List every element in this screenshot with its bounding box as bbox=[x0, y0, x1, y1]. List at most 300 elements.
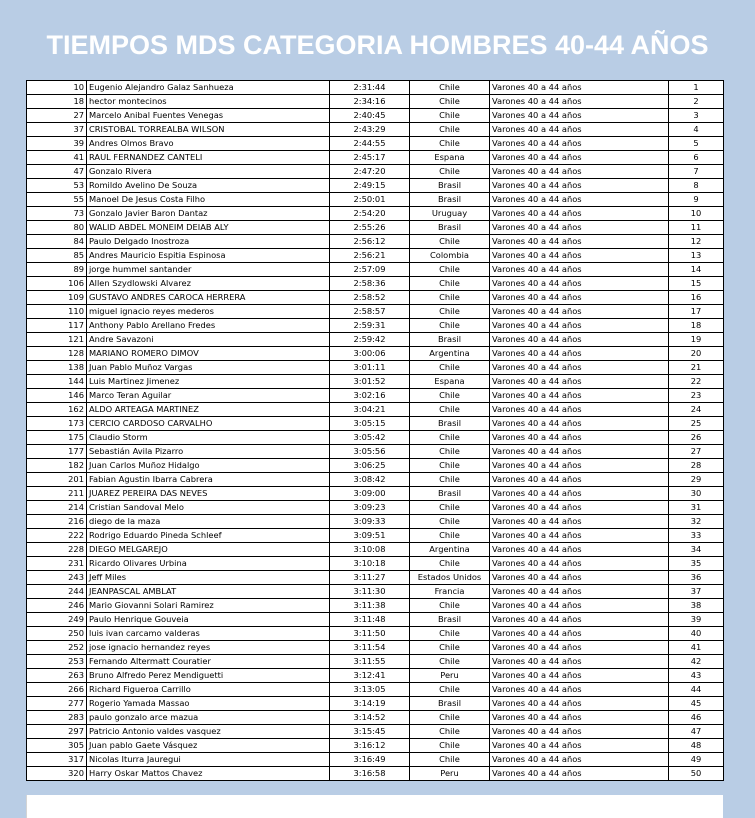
finish-time-cell[interactable]: 3:16:49 bbox=[330, 753, 410, 767]
bib-number-cell[interactable]: 47 bbox=[27, 165, 87, 179]
country-cell[interactable]: Chile bbox=[410, 501, 490, 515]
position-cell[interactable]: 36 bbox=[669, 571, 724, 585]
category-cell[interactable]: Varones 40 a 44 años bbox=[490, 445, 669, 459]
runner-name-cell[interactable]: Sebastián Avila Pizarro bbox=[87, 445, 330, 459]
category-cell[interactable]: Varones 40 a 44 años bbox=[490, 109, 669, 123]
runner-name-cell[interactable]: Juan Carlos Muñoz Hidalgo bbox=[87, 459, 330, 473]
finish-time-cell[interactable]: 3:11:38 bbox=[330, 599, 410, 613]
runner-name-cell[interactable]: GUSTAVO ANDRES CAROCA HERRERA bbox=[87, 291, 330, 305]
finish-time-cell[interactable]: 2:45:17 bbox=[330, 151, 410, 165]
bib-number-cell[interactable]: 222 bbox=[27, 529, 87, 543]
finish-time-cell[interactable]: 3:11:48 bbox=[330, 613, 410, 627]
category-cell[interactable]: Varones 40 a 44 años bbox=[490, 319, 669, 333]
finish-time-cell[interactable]: 3:05:56 bbox=[330, 445, 410, 459]
bib-number-cell[interactable]: 320 bbox=[27, 767, 87, 781]
position-cell[interactable]: 31 bbox=[669, 501, 724, 515]
bib-number-cell[interactable]: 53 bbox=[27, 179, 87, 193]
bib-number-cell[interactable]: 252 bbox=[27, 641, 87, 655]
finish-time-cell[interactable]: 3:11:50 bbox=[330, 627, 410, 641]
position-cell[interactable]: 35 bbox=[669, 557, 724, 571]
position-cell[interactable]: 47 bbox=[669, 725, 724, 739]
position-cell[interactable]: 7 bbox=[669, 165, 724, 179]
position-cell[interactable]: 23 bbox=[669, 389, 724, 403]
bib-number-cell[interactable]: 266 bbox=[27, 683, 87, 697]
runner-name-cell[interactable]: Cristian Sandoval Melo bbox=[87, 501, 330, 515]
country-cell[interactable]: Chile bbox=[410, 753, 490, 767]
runner-name-cell[interactable]: Paulo Delgado Inostroza bbox=[87, 235, 330, 249]
finish-time-cell[interactable]: 3:02:16 bbox=[330, 389, 410, 403]
category-cell[interactable]: Varones 40 a 44 años bbox=[490, 473, 669, 487]
country-cell[interactable]: Chile bbox=[410, 123, 490, 137]
position-cell[interactable]: 39 bbox=[669, 613, 724, 627]
country-cell[interactable]: Chile bbox=[410, 599, 490, 613]
runner-name-cell[interactable]: luis ivan carcamo valderas bbox=[87, 627, 330, 641]
runner-name-cell[interactable]: MARIANO ROMERO DIMOV bbox=[87, 347, 330, 361]
finish-time-cell[interactable]: 3:11:55 bbox=[330, 655, 410, 669]
country-cell[interactable]: Chile bbox=[410, 109, 490, 123]
finish-time-cell[interactable]: 2:49:15 bbox=[330, 179, 410, 193]
bib-number-cell[interactable]: 27 bbox=[27, 109, 87, 123]
bib-number-cell[interactable]: 216 bbox=[27, 515, 87, 529]
bib-number-cell[interactable]: 85 bbox=[27, 249, 87, 263]
position-cell[interactable]: 2 bbox=[669, 95, 724, 109]
country-cell[interactable]: Brasil bbox=[410, 613, 490, 627]
country-cell[interactable]: Chile bbox=[410, 431, 490, 445]
country-cell[interactable]: Chile bbox=[410, 291, 490, 305]
bib-number-cell[interactable]: 117 bbox=[27, 319, 87, 333]
finish-time-cell[interactable]: 3:00:06 bbox=[330, 347, 410, 361]
runner-name-cell[interactable]: Jeff Miles bbox=[87, 571, 330, 585]
country-cell[interactable]: Francia bbox=[410, 585, 490, 599]
runner-name-cell[interactable]: Ricardo Olivares Urbina bbox=[87, 557, 330, 571]
bib-number-cell[interactable]: 182 bbox=[27, 459, 87, 473]
bib-number-cell[interactable]: 144 bbox=[27, 375, 87, 389]
bib-number-cell[interactable]: 173 bbox=[27, 417, 87, 431]
position-cell[interactable]: 40 bbox=[669, 627, 724, 641]
category-cell[interactable]: Varones 40 a 44 años bbox=[490, 249, 669, 263]
finish-time-cell[interactable]: 3:14:52 bbox=[330, 711, 410, 725]
category-cell[interactable]: Varones 40 a 44 años bbox=[490, 487, 669, 501]
bib-number-cell[interactable]: 277 bbox=[27, 697, 87, 711]
runner-name-cell[interactable]: Marcelo Anibal Fuentes Venegas bbox=[87, 109, 330, 123]
finish-time-cell[interactable]: 2:43:29 bbox=[330, 123, 410, 137]
category-cell[interactable]: Varones 40 a 44 años bbox=[490, 277, 669, 291]
bib-number-cell[interactable]: 109 bbox=[27, 291, 87, 305]
bib-number-cell[interactable]: 55 bbox=[27, 193, 87, 207]
finish-time-cell[interactable]: 3:05:42 bbox=[330, 431, 410, 445]
bib-number-cell[interactable]: 249 bbox=[27, 613, 87, 627]
position-cell[interactable]: 4 bbox=[669, 123, 724, 137]
country-cell[interactable]: Chile bbox=[410, 627, 490, 641]
finish-time-cell[interactable]: 3:12:41 bbox=[330, 669, 410, 683]
position-cell[interactable]: 26 bbox=[669, 431, 724, 445]
position-cell[interactable]: 6 bbox=[669, 151, 724, 165]
position-cell[interactable]: 44 bbox=[669, 683, 724, 697]
country-cell[interactable]: Argentina bbox=[410, 543, 490, 557]
finish-time-cell[interactable]: 2:56:21 bbox=[330, 249, 410, 263]
bib-number-cell[interactable]: 138 bbox=[27, 361, 87, 375]
position-cell[interactable]: 42 bbox=[669, 655, 724, 669]
country-cell[interactable]: Chile bbox=[410, 711, 490, 725]
finish-time-cell[interactable]: 3:09:23 bbox=[330, 501, 410, 515]
finish-time-cell[interactable]: 2:58:52 bbox=[330, 291, 410, 305]
country-cell[interactable]: Brasil bbox=[410, 193, 490, 207]
finish-time-cell[interactable]: 3:06:25 bbox=[330, 459, 410, 473]
category-cell[interactable]: Varones 40 a 44 años bbox=[490, 361, 669, 375]
finish-time-cell[interactable]: 2:58:36 bbox=[330, 277, 410, 291]
bib-number-cell[interactable]: 201 bbox=[27, 473, 87, 487]
category-cell[interactable]: Varones 40 a 44 años bbox=[490, 655, 669, 669]
category-cell[interactable]: Varones 40 a 44 años bbox=[490, 389, 669, 403]
runner-name-cell[interactable]: diego de la maza bbox=[87, 515, 330, 529]
country-cell[interactable]: Peru bbox=[410, 767, 490, 781]
category-cell[interactable]: Varones 40 a 44 años bbox=[490, 557, 669, 571]
runner-name-cell[interactable]: Andres Olmos Bravo bbox=[87, 137, 330, 151]
bib-number-cell[interactable]: 231 bbox=[27, 557, 87, 571]
category-cell[interactable]: Varones 40 a 44 años bbox=[490, 543, 669, 557]
finish-time-cell[interactable]: 2:50:01 bbox=[330, 193, 410, 207]
bib-number-cell[interactable]: 228 bbox=[27, 543, 87, 557]
position-cell[interactable]: 24 bbox=[669, 403, 724, 417]
category-cell[interactable]: Varones 40 a 44 años bbox=[490, 459, 669, 473]
country-cell[interactable]: Chile bbox=[410, 655, 490, 669]
runner-name-cell[interactable]: Marco Teran Aguilar bbox=[87, 389, 330, 403]
finish-time-cell[interactable]: 3:10:18 bbox=[330, 557, 410, 571]
position-cell[interactable]: 3 bbox=[669, 109, 724, 123]
runner-name-cell[interactable]: Rodrigo Eduardo Pineda Schleef bbox=[87, 529, 330, 543]
finish-time-cell[interactable]: 3:08:42 bbox=[330, 473, 410, 487]
finish-time-cell[interactable]: 3:16:58 bbox=[330, 767, 410, 781]
position-cell[interactable]: 30 bbox=[669, 487, 724, 501]
category-cell[interactable]: Varones 40 a 44 años bbox=[490, 81, 669, 95]
runner-name-cell[interactable]: WALID ABDEL MONEIM DEIAB ALY bbox=[87, 221, 330, 235]
bib-number-cell[interactable]: 317 bbox=[27, 753, 87, 767]
runner-name-cell[interactable]: Paulo Henrique Gouveia bbox=[87, 613, 330, 627]
country-cell[interactable]: Chile bbox=[410, 235, 490, 249]
country-cell[interactable]: Chile bbox=[410, 165, 490, 179]
category-cell[interactable]: Varones 40 a 44 años bbox=[490, 697, 669, 711]
position-cell[interactable]: 22 bbox=[669, 375, 724, 389]
finish-time-cell[interactable]: 3:16:12 bbox=[330, 739, 410, 753]
runner-name-cell[interactable]: RAUL FERNANDEZ CANTELI bbox=[87, 151, 330, 165]
runner-name-cell[interactable]: Anthony Pablo Arellano Fredes bbox=[87, 319, 330, 333]
finish-time-cell[interactable]: 3:11:54 bbox=[330, 641, 410, 655]
bib-number-cell[interactable]: 128 bbox=[27, 347, 87, 361]
bib-number-cell[interactable]: 175 bbox=[27, 431, 87, 445]
category-cell[interactable]: Varones 40 a 44 años bbox=[490, 179, 669, 193]
finish-time-cell[interactable]: 3:09:51 bbox=[330, 529, 410, 543]
position-cell[interactable]: 1 bbox=[669, 81, 724, 95]
position-cell[interactable]: 49 bbox=[669, 753, 724, 767]
category-cell[interactable]: Varones 40 a 44 años bbox=[490, 739, 669, 753]
category-cell[interactable]: Varones 40 a 44 años bbox=[490, 193, 669, 207]
category-cell[interactable]: Varones 40 a 44 años bbox=[490, 347, 669, 361]
category-cell[interactable]: Varones 40 a 44 años bbox=[490, 571, 669, 585]
bib-number-cell[interactable]: 73 bbox=[27, 207, 87, 221]
position-cell[interactable]: 14 bbox=[669, 263, 724, 277]
country-cell[interactable]: Chile bbox=[410, 137, 490, 151]
category-cell[interactable]: Varones 40 a 44 años bbox=[490, 767, 669, 781]
country-cell[interactable]: Chile bbox=[410, 683, 490, 697]
finish-time-cell[interactable]: 3:11:30 bbox=[330, 585, 410, 599]
runner-name-cell[interactable]: Harry Oskar Mattos Chavez bbox=[87, 767, 330, 781]
bib-number-cell[interactable]: 146 bbox=[27, 389, 87, 403]
category-cell[interactable]: Varones 40 a 44 años bbox=[490, 585, 669, 599]
position-cell[interactable]: 25 bbox=[669, 417, 724, 431]
category-cell[interactable]: Varones 40 a 44 años bbox=[490, 599, 669, 613]
position-cell[interactable]: 10 bbox=[669, 207, 724, 221]
country-cell[interactable]: Brasil bbox=[410, 221, 490, 235]
position-cell[interactable]: 28 bbox=[669, 459, 724, 473]
runner-name-cell[interactable]: Juan Pablo Muñoz Vargas bbox=[87, 361, 330, 375]
position-cell[interactable]: 41 bbox=[669, 641, 724, 655]
position-cell[interactable]: 48 bbox=[669, 739, 724, 753]
runner-name-cell[interactable]: Claudio Storm bbox=[87, 431, 330, 445]
position-cell[interactable]: 45 bbox=[669, 697, 724, 711]
runner-name-cell[interactable]: Rogerio Yamada Massao bbox=[87, 697, 330, 711]
country-cell[interactable]: Chile bbox=[410, 277, 490, 291]
category-cell[interactable]: Varones 40 a 44 años bbox=[490, 305, 669, 319]
position-cell[interactable]: 43 bbox=[669, 669, 724, 683]
position-cell[interactable]: 15 bbox=[669, 277, 724, 291]
bib-number-cell[interactable]: 41 bbox=[27, 151, 87, 165]
position-cell[interactable]: 13 bbox=[669, 249, 724, 263]
category-cell[interactable]: Varones 40 a 44 años bbox=[490, 137, 669, 151]
bib-number-cell[interactable]: 37 bbox=[27, 123, 87, 137]
finish-time-cell[interactable]: 2:59:42 bbox=[330, 333, 410, 347]
runner-name-cell[interactable]: Patricio Antonio valdes vasquez bbox=[87, 725, 330, 739]
country-cell[interactable]: Chile bbox=[410, 95, 490, 109]
finish-time-cell[interactable]: 3:05:15 bbox=[330, 417, 410, 431]
country-cell[interactable]: Chile bbox=[410, 725, 490, 739]
category-cell[interactable]: Varones 40 a 44 años bbox=[490, 375, 669, 389]
position-cell[interactable]: 34 bbox=[669, 543, 724, 557]
finish-time-cell[interactable]: 3:11:27 bbox=[330, 571, 410, 585]
country-cell[interactable]: Chile bbox=[410, 403, 490, 417]
category-cell[interactable]: Varones 40 a 44 años bbox=[490, 207, 669, 221]
finish-time-cell[interactable]: 2:44:55 bbox=[330, 137, 410, 151]
category-cell[interactable]: Varones 40 a 44 años bbox=[490, 669, 669, 683]
country-cell[interactable]: Chile bbox=[410, 389, 490, 403]
country-cell[interactable]: Chile bbox=[410, 515, 490, 529]
country-cell[interactable]: Chile bbox=[410, 81, 490, 95]
bib-number-cell[interactable]: 283 bbox=[27, 711, 87, 725]
position-cell[interactable]: 9 bbox=[669, 193, 724, 207]
position-cell[interactable]: 17 bbox=[669, 305, 724, 319]
bib-number-cell[interactable]: 121 bbox=[27, 333, 87, 347]
bib-number-cell[interactable]: 110 bbox=[27, 305, 87, 319]
runner-name-cell[interactable]: paulo gonzalo arce mazua bbox=[87, 711, 330, 725]
bib-number-cell[interactable]: 177 bbox=[27, 445, 87, 459]
bib-number-cell[interactable]: 80 bbox=[27, 221, 87, 235]
finish-time-cell[interactable]: 2:55:26 bbox=[330, 221, 410, 235]
country-cell[interactable]: Brasil bbox=[410, 179, 490, 193]
bib-number-cell[interactable]: 162 bbox=[27, 403, 87, 417]
finish-time-cell[interactable]: 3:10:08 bbox=[330, 543, 410, 557]
country-cell[interactable]: Chile bbox=[410, 459, 490, 473]
position-cell[interactable]: 38 bbox=[669, 599, 724, 613]
runner-name-cell[interactable]: Andre Savazoni bbox=[87, 333, 330, 347]
category-cell[interactable]: Varones 40 a 44 años bbox=[490, 417, 669, 431]
country-cell[interactable]: Brasil bbox=[410, 417, 490, 431]
country-cell[interactable]: Chile bbox=[410, 557, 490, 571]
category-cell[interactable]: Varones 40 a 44 años bbox=[490, 683, 669, 697]
finish-time-cell[interactable]: 3:09:00 bbox=[330, 487, 410, 501]
runner-name-cell[interactable]: JEANPASCAL AMBLAT bbox=[87, 585, 330, 599]
category-cell[interactable]: Varones 40 a 44 años bbox=[490, 221, 669, 235]
position-cell[interactable]: 16 bbox=[669, 291, 724, 305]
finish-time-cell[interactable]: 2:54:20 bbox=[330, 207, 410, 221]
bib-number-cell[interactable]: 89 bbox=[27, 263, 87, 277]
finish-time-cell[interactable]: 3:15:45 bbox=[330, 725, 410, 739]
finish-time-cell[interactable]: 2:56:12 bbox=[330, 235, 410, 249]
runner-name-cell[interactable]: Richard Figueroa Carrillo bbox=[87, 683, 330, 697]
position-cell[interactable]: 11 bbox=[669, 221, 724, 235]
position-cell[interactable]: 20 bbox=[669, 347, 724, 361]
runner-name-cell[interactable]: Manoel De Jesus Costa Filho bbox=[87, 193, 330, 207]
runner-name-cell[interactable]: CERCIO CARDOSO CARVALHO bbox=[87, 417, 330, 431]
finish-time-cell[interactable]: 2:57:09 bbox=[330, 263, 410, 277]
position-cell[interactable]: 32 bbox=[669, 515, 724, 529]
country-cell[interactable]: Colombia bbox=[410, 249, 490, 263]
position-cell[interactable]: 37 bbox=[669, 585, 724, 599]
category-cell[interactable]: Varones 40 a 44 años bbox=[490, 613, 669, 627]
category-cell[interactable]: Varones 40 a 44 años bbox=[490, 291, 669, 305]
category-cell[interactable]: Varones 40 a 44 años bbox=[490, 151, 669, 165]
runner-name-cell[interactable]: Juan pablo Gaete Vásquez bbox=[87, 739, 330, 753]
bib-number-cell[interactable]: 243 bbox=[27, 571, 87, 585]
runner-name-cell[interactable]: Mario Giovanni Solari Ramirez bbox=[87, 599, 330, 613]
runner-name-cell[interactable]: Romildo Avelino De Souza bbox=[87, 179, 330, 193]
category-cell[interactable]: Varones 40 a 44 años bbox=[490, 333, 669, 347]
bib-number-cell[interactable]: 253 bbox=[27, 655, 87, 669]
country-cell[interactable]: Chile bbox=[410, 529, 490, 543]
bib-number-cell[interactable]: 244 bbox=[27, 585, 87, 599]
runner-name-cell[interactable]: jorge hummel santander bbox=[87, 263, 330, 277]
bib-number-cell[interactable]: 263 bbox=[27, 669, 87, 683]
position-cell[interactable]: 50 bbox=[669, 767, 724, 781]
finish-time-cell[interactable]: 3:01:52 bbox=[330, 375, 410, 389]
runner-name-cell[interactable]: Luis Martinez Jimenez bbox=[87, 375, 330, 389]
country-cell[interactable]: Brasil bbox=[410, 333, 490, 347]
position-cell[interactable]: 33 bbox=[669, 529, 724, 543]
finish-time-cell[interactable]: 2:31:44 bbox=[330, 81, 410, 95]
country-cell[interactable]: Argentina bbox=[410, 347, 490, 361]
category-cell[interactable]: Varones 40 a 44 años bbox=[490, 627, 669, 641]
country-cell[interactable]: Chile bbox=[410, 263, 490, 277]
runner-name-cell[interactable]: miguel ignacio reyes mederos bbox=[87, 305, 330, 319]
bib-number-cell[interactable]: 84 bbox=[27, 235, 87, 249]
category-cell[interactable]: Varones 40 a 44 años bbox=[490, 165, 669, 179]
position-cell[interactable]: 21 bbox=[669, 361, 724, 375]
category-cell[interactable]: Varones 40 a 44 años bbox=[490, 529, 669, 543]
category-cell[interactable]: Varones 40 a 44 años bbox=[490, 431, 669, 445]
finish-time-cell[interactable]: 2:40:45 bbox=[330, 109, 410, 123]
runner-name-cell[interactable]: Gonzalo Javier Baron Dantaz bbox=[87, 207, 330, 221]
runner-name-cell[interactable]: ALDO ARTEAGA MARTINEZ bbox=[87, 403, 330, 417]
runner-name-cell[interactable]: jose ignacio hernandez reyes bbox=[87, 641, 330, 655]
runner-name-cell[interactable]: Allen Szydlowski Alvarez bbox=[87, 277, 330, 291]
finish-time-cell[interactable]: 2:47:20 bbox=[330, 165, 410, 179]
country-cell[interactable]: Espana bbox=[410, 375, 490, 389]
country-cell[interactable]: Chile bbox=[410, 361, 490, 375]
finish-time-cell[interactable]: 2:59:31 bbox=[330, 319, 410, 333]
country-cell[interactable]: Espana bbox=[410, 151, 490, 165]
category-cell[interactable]: Varones 40 a 44 años bbox=[490, 501, 669, 515]
position-cell[interactable]: 19 bbox=[669, 333, 724, 347]
runner-name-cell[interactable]: Eugenio Alejandro Galaz Sanhueza bbox=[87, 81, 330, 95]
runner-name-cell[interactable]: CRISTOBAL TORREALBA WILSON bbox=[87, 123, 330, 137]
runner-name-cell[interactable]: JUAREZ PEREIRA DAS NEVES bbox=[87, 487, 330, 501]
category-cell[interactable]: Varones 40 a 44 años bbox=[490, 123, 669, 137]
bib-number-cell[interactable]: 297 bbox=[27, 725, 87, 739]
position-cell[interactable]: 8 bbox=[669, 179, 724, 193]
finish-time-cell[interactable]: 3:01:11 bbox=[330, 361, 410, 375]
bib-number-cell[interactable]: 305 bbox=[27, 739, 87, 753]
finish-time-cell[interactable]: 3:09:33 bbox=[330, 515, 410, 529]
country-cell[interactable]: Chile bbox=[410, 305, 490, 319]
position-cell[interactable]: 29 bbox=[669, 473, 724, 487]
finish-time-cell[interactable]: 2:58:57 bbox=[330, 305, 410, 319]
runner-name-cell[interactable]: Gonzalo Rivera bbox=[87, 165, 330, 179]
position-cell[interactable]: 18 bbox=[669, 319, 724, 333]
bib-number-cell[interactable]: 10 bbox=[27, 81, 87, 95]
category-cell[interactable]: Varones 40 a 44 años bbox=[490, 263, 669, 277]
country-cell[interactable]: Uruguay bbox=[410, 207, 490, 221]
country-cell[interactable]: Estados Unidos bbox=[410, 571, 490, 585]
category-cell[interactable]: Varones 40 a 44 años bbox=[490, 515, 669, 529]
category-cell[interactable]: Varones 40 a 44 años bbox=[490, 235, 669, 249]
runner-name-cell[interactable]: Fernando Altermatt Couratier bbox=[87, 655, 330, 669]
country-cell[interactable]: Chile bbox=[410, 445, 490, 459]
country-cell[interactable]: Peru bbox=[410, 669, 490, 683]
finish-time-cell[interactable]: 3:04:21 bbox=[330, 403, 410, 417]
bib-number-cell[interactable]: 246 bbox=[27, 599, 87, 613]
category-cell[interactable]: Varones 40 a 44 años bbox=[490, 725, 669, 739]
country-cell[interactable]: Brasil bbox=[410, 487, 490, 501]
bib-number-cell[interactable]: 214 bbox=[27, 501, 87, 515]
country-cell[interactable]: Chile bbox=[410, 473, 490, 487]
category-cell[interactable]: Varones 40 a 44 años bbox=[490, 403, 669, 417]
country-cell[interactable]: Chile bbox=[410, 739, 490, 753]
runner-name-cell[interactable]: DIEGO MELGAREJO bbox=[87, 543, 330, 557]
bib-number-cell[interactable]: 106 bbox=[27, 277, 87, 291]
category-cell[interactable]: Varones 40 a 44 años bbox=[490, 711, 669, 725]
position-cell[interactable]: 27 bbox=[669, 445, 724, 459]
position-cell[interactable]: 46 bbox=[669, 711, 724, 725]
category-cell[interactable]: Varones 40 a 44 años bbox=[490, 641, 669, 655]
position-cell[interactable]: 12 bbox=[669, 235, 724, 249]
bib-number-cell[interactable]: 18 bbox=[27, 95, 87, 109]
category-cell[interactable]: Varones 40 a 44 años bbox=[490, 753, 669, 767]
country-cell[interactable]: Chile bbox=[410, 641, 490, 655]
country-cell[interactable]: Chile bbox=[410, 319, 490, 333]
runner-name-cell[interactable]: Bruno Alfredo Perez Mendiguetti bbox=[87, 669, 330, 683]
runner-name-cell[interactable]: hector montecinos bbox=[87, 95, 330, 109]
finish-time-cell[interactable]: 2:34:16 bbox=[330, 95, 410, 109]
runner-name-cell[interactable]: Andres Mauricio Espitia Espinosa bbox=[87, 249, 330, 263]
bib-number-cell[interactable]: 250 bbox=[27, 627, 87, 641]
runner-name-cell[interactable]: Fabian Agustin Ibarra Cabrera bbox=[87, 473, 330, 487]
category-cell[interactable]: Varones 40 a 44 años bbox=[490, 95, 669, 109]
country-cell[interactable]: Brasil bbox=[410, 697, 490, 711]
finish-time-cell[interactable]: 3:13:05 bbox=[330, 683, 410, 697]
bib-number-cell[interactable]: 39 bbox=[27, 137, 87, 151]
runner-name-cell[interactable]: Nicolas Iturra Jauregui bbox=[87, 753, 330, 767]
position-cell[interactable]: 5 bbox=[669, 137, 724, 151]
bib-number-cell[interactable]: 211 bbox=[27, 487, 87, 501]
finish-time-cell[interactable]: 3:14:19 bbox=[330, 697, 410, 711]
